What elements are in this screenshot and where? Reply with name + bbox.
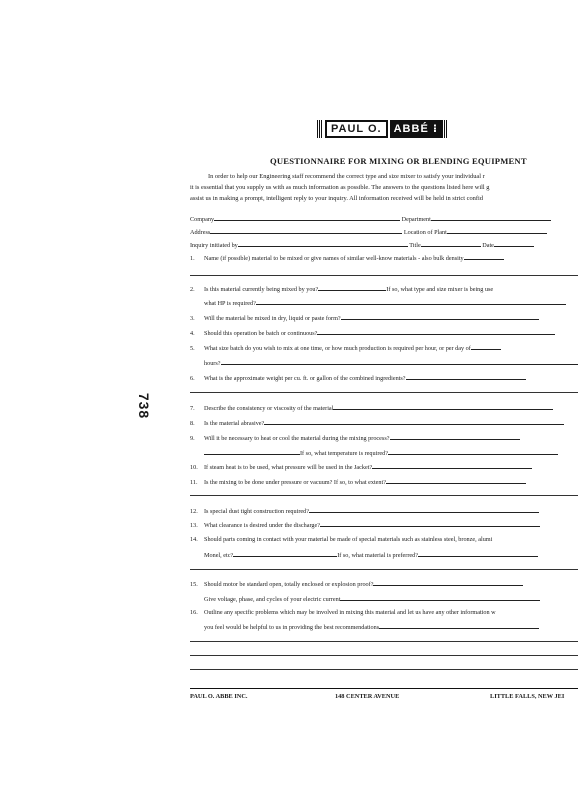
question-16 bbox=[190, 607, 578, 618]
question-text: Is the mixing to be done under pressure or vacuum? If so, to what extent? bbox=[204, 479, 386, 486]
address-label: Address bbox=[190, 229, 211, 236]
department-label: Department bbox=[401, 216, 431, 223]
address-field[interactable] bbox=[210, 226, 402, 234]
answer-line[interactable] bbox=[190, 495, 578, 496]
question-number: 7. bbox=[190, 405, 195, 412]
answer-field[interactable] bbox=[333, 402, 553, 410]
answer-line[interactable] bbox=[190, 641, 578, 642]
question-9 bbox=[190, 432, 578, 443]
question-text: Outline any specific problems which may be involved in mixing this material and let us have any other information w bbox=[204, 609, 496, 616]
question-8 bbox=[190, 417, 578, 428]
location-label: Location of Plant bbox=[403, 229, 447, 236]
question-number: 6. bbox=[190, 375, 195, 382]
question-6 bbox=[190, 372, 578, 383]
question-number: 4. bbox=[190, 330, 195, 337]
question-text: Monel, etc? bbox=[204, 552, 234, 559]
question-text: Should parts coming in contact with your material be made of special materials such as stainless steel, bronze, alumi bbox=[204, 536, 493, 543]
question-4 bbox=[190, 327, 578, 338]
question-text: What size batch do you wish to mix at one time, or how much production is required per hour, or per day of bbox=[204, 345, 471, 352]
question-number: 14. bbox=[190, 536, 198, 543]
question-10 bbox=[190, 461, 578, 472]
question-number: 2. bbox=[190, 286, 195, 293]
question-7 bbox=[190, 402, 578, 413]
answer-field[interactable] bbox=[320, 519, 540, 527]
answer-field[interactable] bbox=[264, 417, 564, 425]
answer-field[interactable] bbox=[388, 447, 558, 455]
question-text: Give voltage, phase, and cycles of your electric current bbox=[204, 596, 341, 603]
question-5 bbox=[190, 342, 578, 353]
question-14-cont bbox=[190, 549, 578, 560]
question-15 bbox=[190, 578, 578, 589]
answer-line[interactable] bbox=[190, 275, 578, 276]
answer-field[interactable] bbox=[233, 549, 337, 557]
inquiry-field[interactable] bbox=[238, 239, 408, 247]
logo-name: PAUL O. bbox=[325, 120, 388, 138]
title-field[interactable] bbox=[421, 239, 481, 247]
logo-bars-left bbox=[317, 120, 323, 138]
answer-field[interactable] bbox=[256, 297, 566, 305]
question-text: Is the material abrasive? bbox=[204, 420, 265, 427]
inquiry-row bbox=[190, 239, 578, 250]
question-text: If steam heat is to be used, what pressure will be used in the Jacket? bbox=[204, 464, 373, 471]
company-field[interactable] bbox=[214, 213, 400, 221]
location-field[interactable] bbox=[447, 226, 547, 234]
footer-rule bbox=[190, 688, 578, 689]
question-text: Name (if possible) material to be mixed or give names of similar well-know materials - also bulk density bbox=[204, 255, 464, 262]
question-13 bbox=[190, 519, 578, 530]
question-3 bbox=[190, 312, 578, 323]
question-15-cont bbox=[190, 593, 578, 604]
answer-line[interactable] bbox=[190, 655, 578, 656]
answer-field[interactable] bbox=[340, 593, 540, 601]
answer-field[interactable] bbox=[341, 312, 539, 320]
answer-field[interactable] bbox=[221, 357, 578, 365]
question-14 bbox=[190, 534, 578, 545]
intro-paragraph bbox=[190, 171, 578, 204]
answer-field[interactable] bbox=[464, 252, 504, 260]
question-number: 1. bbox=[190, 255, 195, 262]
question-text: If so, what material is preferred? bbox=[337, 552, 418, 559]
footer-company: PAUL O. ABBE INC. bbox=[190, 693, 248, 700]
question-5-cont bbox=[190, 357, 578, 368]
address-row bbox=[190, 226, 578, 237]
inquiry-label: Inquiry initiated by bbox=[190, 242, 238, 249]
form-title: QUESTIONNAIRE FOR MIXING OR BLENDING EQUIPMENT bbox=[270, 156, 527, 166]
answer-field[interactable] bbox=[386, 476, 526, 484]
answer-field[interactable] bbox=[318, 283, 386, 291]
question-text: What clearance is desired under the discharge? bbox=[204, 522, 321, 529]
company-logo bbox=[317, 120, 448, 138]
question-text: Should motor be standard open, totally enclosed or explosion proof? bbox=[204, 581, 374, 588]
question-number: 8. bbox=[190, 420, 195, 427]
department-field[interactable] bbox=[431, 213, 551, 221]
page-number: 738 bbox=[136, 392, 153, 420]
company-row bbox=[190, 213, 578, 224]
question-text: If so, what temperature is required? bbox=[300, 450, 388, 457]
question-number: 9. bbox=[190, 435, 195, 442]
question-12 bbox=[190, 505, 578, 516]
question-number: 15. bbox=[190, 581, 198, 588]
intro-line: assist us in making a prompt, intelligent reply to your inquiry. All information received will be held in strict confid bbox=[190, 195, 483, 202]
intro-line: In order to help our Engineering staff recommend the correct type and size mixer to satisfy your individual r bbox=[208, 173, 485, 180]
question-2-cont bbox=[190, 297, 578, 308]
question-text: hours? bbox=[204, 360, 221, 367]
question-text: Will the material be mixed in dry, liquid or paste form? bbox=[204, 315, 341, 322]
footer-street: 148 CENTER AVENUE bbox=[335, 693, 400, 700]
question-number: 10. bbox=[190, 464, 198, 471]
answer-field[interactable] bbox=[372, 461, 532, 469]
question-text: Will it be necessary to heat or cool the material during the mixing process? bbox=[204, 435, 390, 442]
logo-name-inverse: ABBÉ ⁝ bbox=[390, 120, 442, 138]
question-number: 16. bbox=[190, 609, 198, 616]
footer-city: LITTLE FALLS, NEW JEI bbox=[490, 693, 565, 700]
question-text: Describe the consistency or viscosity of the material bbox=[204, 405, 334, 412]
answer-line[interactable] bbox=[190, 669, 578, 670]
intro-line: it is essential that you supply us with as much information as possible. The answers to the questions listed here will g bbox=[190, 184, 490, 191]
answer-line[interactable] bbox=[190, 569, 578, 570]
answer-field[interactable] bbox=[204, 447, 300, 455]
title-label: Title bbox=[409, 242, 421, 249]
question-text: what HP is required? bbox=[204, 300, 256, 307]
answer-field[interactable] bbox=[471, 342, 501, 350]
company-label: Company bbox=[190, 216, 215, 223]
question-text: you feel would be helpful to us in providing the best recommendations bbox=[204, 624, 380, 631]
date-label: Date bbox=[482, 242, 494, 249]
question-1 bbox=[190, 252, 578, 263]
question-number: 3. bbox=[190, 315, 195, 322]
question-11 bbox=[190, 476, 578, 487]
question-number: 13. bbox=[190, 522, 198, 529]
question-text: What is the approximate weight per cu. ft. or gallon of the combined ingredients? bbox=[204, 375, 406, 382]
answer-field[interactable] bbox=[373, 578, 523, 586]
question-number: 11. bbox=[190, 479, 198, 486]
question-9-cont bbox=[190, 447, 578, 458]
answer-field[interactable] bbox=[379, 621, 539, 629]
answer-field[interactable] bbox=[309, 505, 539, 513]
answer-field[interactable] bbox=[418, 549, 538, 557]
question-16-cont bbox=[190, 621, 578, 632]
question-text: If so, what type and size mixer is being use bbox=[386, 286, 494, 293]
question-number: 12. bbox=[190, 508, 198, 515]
question-2 bbox=[190, 283, 578, 294]
answer-field[interactable] bbox=[317, 327, 555, 335]
logo-bars-right bbox=[442, 120, 448, 138]
date-field[interactable] bbox=[494, 239, 534, 247]
question-number: 5. bbox=[190, 345, 195, 352]
question-text: Should this operation be batch or continuous? bbox=[204, 330, 318, 337]
answer-line[interactable] bbox=[190, 392, 578, 393]
answer-field[interactable] bbox=[406, 372, 526, 380]
answer-field[interactable] bbox=[390, 432, 520, 440]
question-text: Is special dust tight construction required? bbox=[204, 508, 309, 515]
question-text: Is this material currently being mixed by you? bbox=[204, 286, 319, 293]
